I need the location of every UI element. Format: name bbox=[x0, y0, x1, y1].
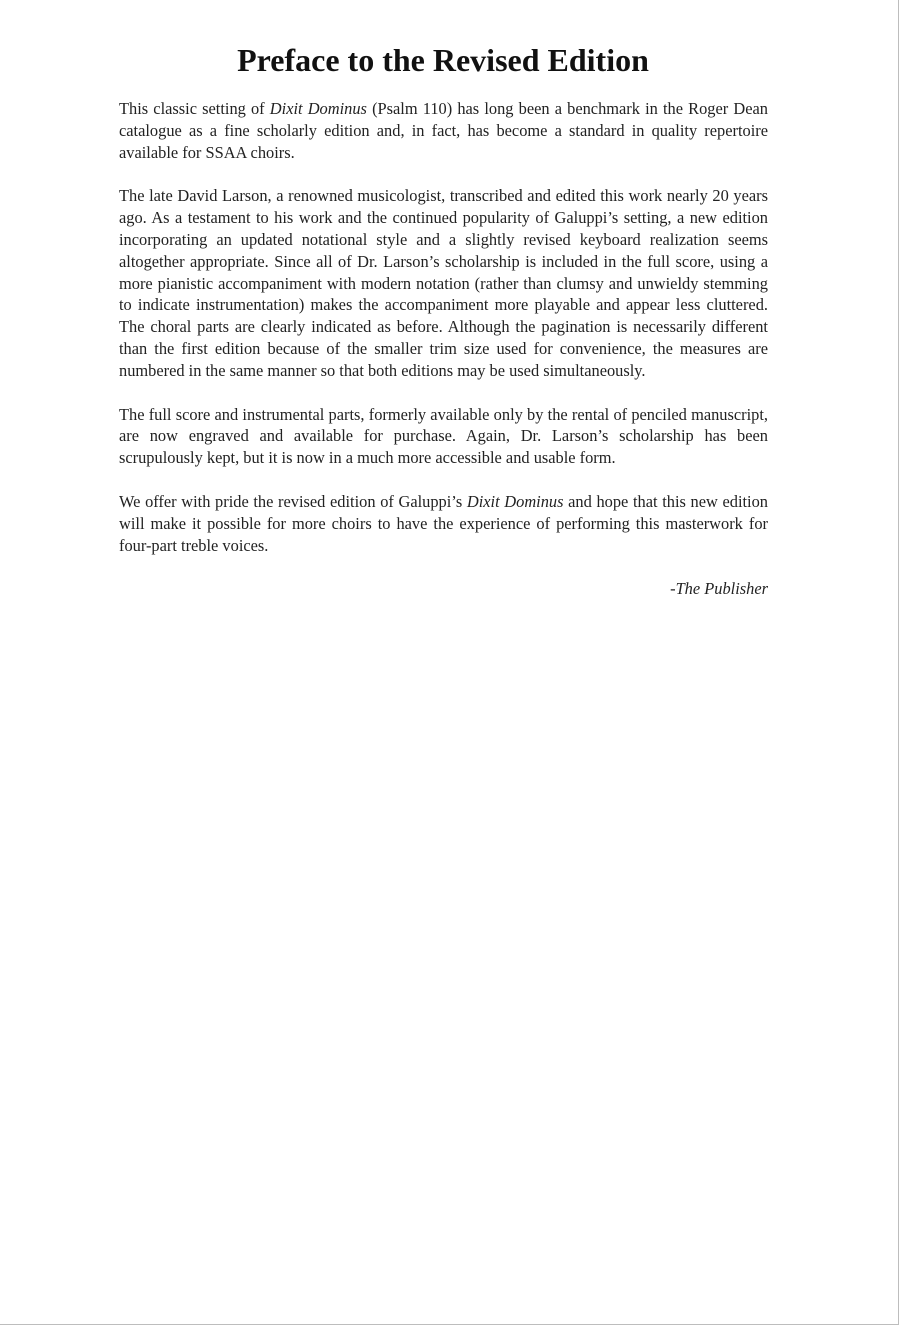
paragraph-4-text-b: and hope that this new edition will make it possible for more choirs to have the experience of performing this masterwork for four-part treble voices. bbox=[119, 491, 769, 555]
publisher-signature: -The Publisher bbox=[670, 579, 768, 599]
paragraph-1-work-title: Dixit Dominus bbox=[269, 99, 367, 118]
page-title: Preface to the Revised Edition bbox=[237, 42, 649, 78]
paragraph-4 bbox=[119, 491, 768, 556]
paragraph-2: The late David Larson, a renowned musicologist, transcribed and edited this work nearly 20 years ago. As a testament to his work and the continued popularity of Galuppi’s setting, a new edition incorporating an updated notational style and a slightly revised keyboard realization seems altogether appropriate. Since all of Dr. Larson’s scholarship is included in the full score, using a more pianistic accompaniment with modern notation (rather than clumsy and unwieldy stemming to indicate instrumentation) makes the accompaniment more playable and appear less cluttered. The choral parts are clearly indicated as before. Although the pagination is necessarily different than the first edition because of the smaller trim size used for convenience, the measures are numbered in the same manner so that both editions may be used simultaneously. bbox=[119, 186, 768, 380]
paragraph-3: The full score and instrumental parts, formerly available only by the rental of penciled manuscript, are now engraved and available for purchase. Again, Dr. Larson’s scholarship has been scrupulously kept, but it is now in a much more accessible and usable form. bbox=[119, 404, 768, 468]
paragraph-4-text-a: We offer with pride the revised edition of Galuppi’s bbox=[119, 491, 467, 511]
paragraph-4-work-title: Dixit Dominus bbox=[466, 491, 564, 511]
preface-body bbox=[119, 98, 768, 600]
paragraph-1-text-b: (Psalm 110) has long been a benchmark in the Roger Dean catalogue as a fine scholarly edition and, in fact, has become a standard in quality repertoire available for SSAA choirs. bbox=[119, 99, 768, 162]
paragraph-1-text-a: This classic setting of bbox=[119, 99, 270, 118]
paragraph-1 bbox=[119, 98, 768, 163]
